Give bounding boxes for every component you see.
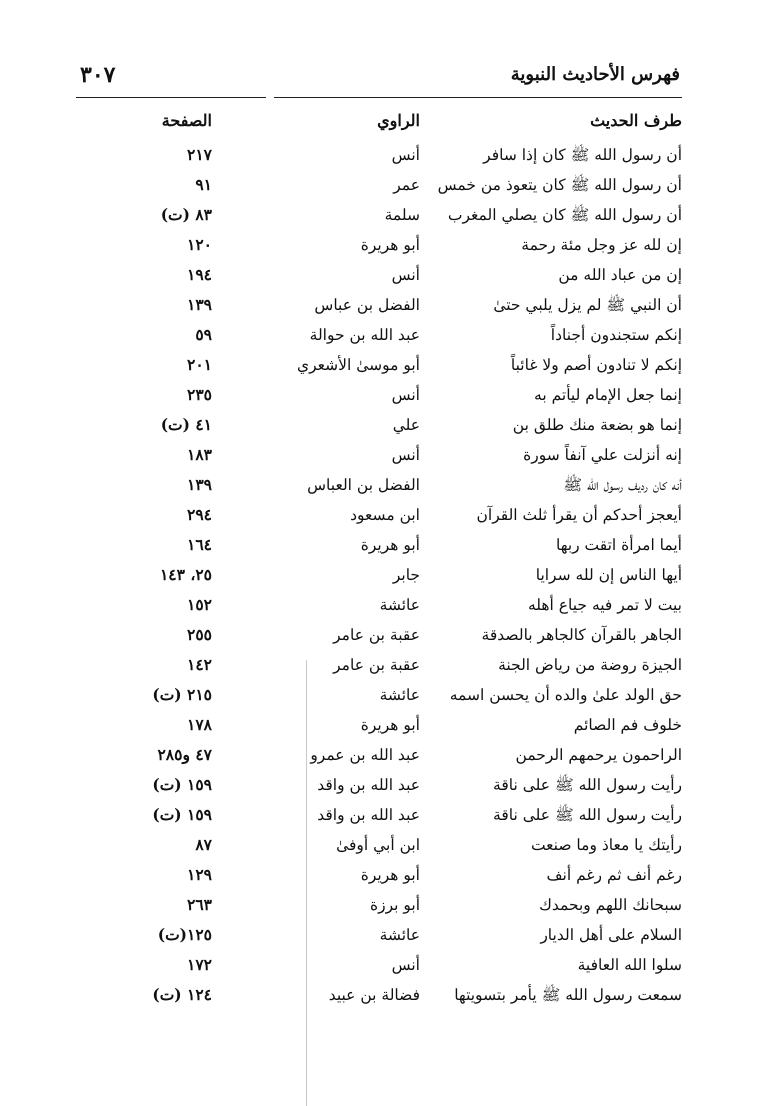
table-row [76, 260, 682, 290]
hadith-text: أيعجز أحدكم أن يقرأ ثلث القرآن [476, 506, 682, 524]
hadith-text: حق الولد علىٰ والده أن يحسن اسمه [449, 686, 682, 704]
page-reference: ٨٣ (ت) [160, 205, 212, 224]
page-reference: ٢٠١ [187, 355, 212, 374]
page-reference: ٩١ [195, 175, 212, 194]
table-row [76, 830, 682, 860]
page-reference: ١٢٥(ت) [157, 925, 212, 944]
table-row [76, 620, 682, 650]
page-reference: ١٣٩ [187, 295, 212, 314]
narrator-name: الفضل بن عباس [314, 296, 420, 314]
hadith-text: الجيزة روضة من رياض الجنة [498, 656, 682, 674]
narrator-name: عبد الله بن حوالة [309, 326, 420, 344]
column-header-page: الصفحة [161, 111, 212, 130]
header-rule-right [274, 97, 682, 98]
hadith-text: رأيت رسول الله ﷺ على ناقة [493, 806, 682, 824]
table-row [76, 470, 682, 500]
narrator-name: أبو موسىٰ الأشعري [297, 356, 420, 374]
page-reference: ١٥٩ (ت) [152, 805, 212, 824]
table-row [76, 680, 682, 710]
narrator-name: الفضل بن العباس [307, 476, 420, 494]
page-reference: ٥٩ [195, 325, 212, 344]
page-reference: ١٧٢ [187, 955, 212, 974]
narrator-name: أنس [391, 956, 420, 974]
narrator-name: فضالة بن عبيد [328, 986, 420, 1004]
table-row [76, 530, 682, 560]
table-row [76, 860, 682, 890]
narrator-name: عائشة [379, 596, 420, 614]
hadith-text: السلام على أهل الديار [540, 926, 682, 944]
narrator-name: عبد الله بن واقد [317, 806, 420, 824]
hadith-text: رأيتك يا معاذ وما صنعت [530, 836, 682, 854]
page-reference: ١٦٤ [187, 535, 212, 554]
hadith-text: أن رسول الله ﷺ كان إذا سافر [483, 146, 682, 164]
page-header [76, 56, 682, 100]
page-reference: ٢٥٥ [187, 625, 212, 644]
table-row [76, 800, 682, 830]
table-row [76, 650, 682, 680]
hadith-text: سلوا الله العافية [577, 956, 682, 974]
page-reference: ٢٦٣ [187, 895, 212, 914]
page-reference: ١٥٩ (ت) [152, 775, 212, 794]
page-reference: ١٢٩ [187, 865, 212, 884]
narrator-name: أبو برزة [369, 896, 420, 914]
narrator-name: عائشة [379, 926, 420, 944]
table-row [76, 920, 682, 950]
hadith-text: بيت لا تمر فيه جياع أهله [527, 596, 682, 614]
table-row [76, 410, 682, 440]
hadith-text: خلوف فم الصائم [573, 716, 682, 734]
narrator-name: أنس [391, 446, 420, 464]
hadith-text: رغم أنف ثم رغم أنف [546, 866, 682, 884]
hadith-text: إنه أنزلت علي آنفاً سورة [523, 446, 682, 464]
page-reference: ٢٥، ١٤٣ [159, 565, 212, 584]
narrator-name: عائشة [379, 686, 420, 704]
table-row [76, 980, 682, 1010]
page-reference: ٤٧ و٢٨٥ [157, 745, 212, 764]
table-row [76, 140, 682, 170]
table-row [76, 950, 682, 980]
hadith-text: أن النبي ﷺ لم يزل يلبي حتىٰ [493, 296, 682, 314]
table-row [76, 440, 682, 470]
hadith-text: أن رسول الله ﷺ كان يتعوذ من خمس [437, 176, 682, 194]
hadith-text: أنه كان رديف رسول الله ﷺ [563, 476, 682, 494]
page-reference: ١٢٠ [187, 235, 212, 254]
page-reference: ١٢٤ (ت) [152, 985, 212, 1004]
page-reference: ٤١ (ت) [160, 415, 212, 434]
narrator-name: عقبة بن عامر [333, 656, 420, 674]
table-row [76, 230, 682, 260]
narrator-name: أبو هريرة [360, 716, 420, 734]
narrator-name: سلمة [384, 206, 420, 224]
hadith-text: إنكم ستجندون أجناداً [550, 326, 682, 344]
table-header-row [76, 106, 682, 140]
hadith-text: إنكم لا تنادون أصم ولا غائباً [510, 356, 682, 374]
table-row [76, 560, 682, 590]
page-reference: ١٨٣ [187, 445, 212, 464]
hadith-index-table [76, 106, 682, 1010]
table-row [76, 170, 682, 200]
narrator-name: عبد الله بن واقد [317, 776, 420, 794]
narrator-name: عبد الله بن عمرو [310, 746, 420, 764]
page-reference: ١٩٤ [187, 265, 212, 284]
hadith-text: سمعت رسول الله ﷺ يأمر بتسويتها [454, 986, 682, 1004]
table-row [76, 590, 682, 620]
page-reference: ٢٩٤ [187, 505, 212, 524]
header-rule-left [76, 97, 266, 98]
table-row [76, 500, 682, 530]
page-reference: ١٥٢ [187, 595, 212, 614]
page-reference: ١٣٩ [187, 475, 212, 494]
page-reference: ٢١٧ [187, 145, 212, 164]
hadith-text: رأيت رسول الله ﷺ على ناقة [493, 776, 682, 794]
narrator-name: أنس [391, 146, 420, 164]
table-row [76, 350, 682, 380]
hadith-text: أيما امرأة اتقت ربها [555, 536, 682, 554]
narrator-name: علي [392, 416, 420, 434]
table-row [76, 320, 682, 350]
column-header-hadith: طرف الحديث [590, 111, 682, 130]
hadith-text: إنما هو بضعة منك طلق بن [512, 416, 682, 434]
hadith-text: سبحانك اللهم وبحمدك [539, 896, 682, 914]
hadith-text: الجاهر بالقرآن كالجاهر بالصدقة [481, 626, 682, 644]
hadith-text: أن رسول الله ﷺ كان يصلي المغرب [447, 206, 682, 224]
page-reference: ١٤٢ [187, 655, 212, 674]
narrator-name: أبو هريرة [360, 866, 420, 884]
hadith-text: أيها الناس إن لله سرايا [535, 566, 682, 584]
narrator-name: عقبة بن عامر [333, 626, 420, 644]
hadith-text: إنما جعل الإمام ليأتم به [534, 386, 682, 404]
column-header-narrator: الراوي [377, 111, 420, 130]
narrator-name: أبو هريرة [360, 536, 420, 554]
narrator-name: عمر [393, 176, 420, 194]
table-row [76, 770, 682, 800]
page-reference: ٨٧ [195, 835, 212, 854]
table-row [76, 710, 682, 740]
running-title: فهرس الأحاديث النبوية [510, 64, 680, 85]
page-reference: ٢٣٥ [187, 385, 212, 404]
narrator-name: أنس [391, 266, 420, 284]
hadith-text: الراحمون يرحمهم الرحمن [515, 746, 682, 764]
table-row [76, 200, 682, 230]
table-row [76, 380, 682, 410]
table-row [76, 740, 682, 770]
table-row [76, 890, 682, 920]
page-number: ٣٠٧ [80, 62, 116, 88]
narrator-name: ابن أبي أوفىٰ [336, 836, 420, 854]
hadith-text: إن لله عز وجل مئة رحمة [521, 236, 682, 254]
narrator-name: ابن مسعود [350, 506, 420, 524]
hadith-text: إن من عباد الله من [558, 266, 682, 284]
narrator-name: أبو هريرة [360, 236, 420, 254]
page-reference: ٢١٥ (ت) [152, 685, 212, 704]
page-reference: ١٧٨ [187, 715, 212, 734]
table-row [76, 290, 682, 320]
narrator-name: أنس [391, 386, 420, 404]
narrator-name: جابر [392, 566, 420, 584]
